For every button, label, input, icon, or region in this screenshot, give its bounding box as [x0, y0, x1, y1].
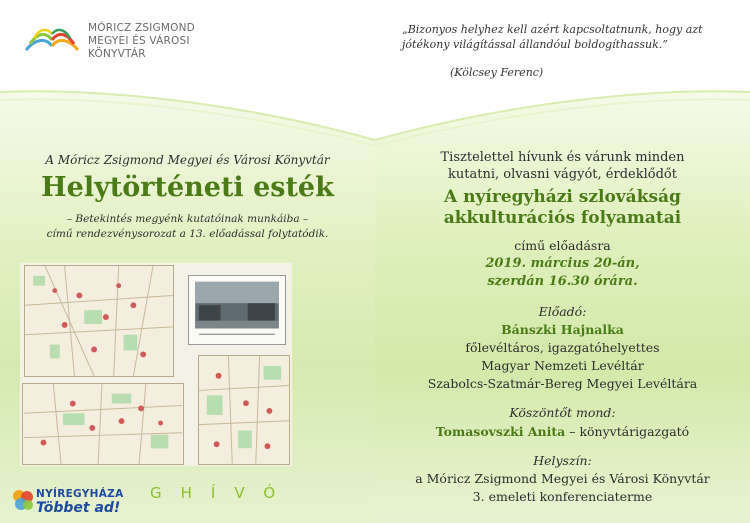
greeting-line: [375, 424, 750, 439]
city-logo-slogan: Többet ad!: [36, 500, 121, 516]
library-logo-line: KÖNYVTÁR: [88, 48, 146, 60]
village-map-image: [198, 355, 290, 465]
library-book-logo-icon: [22, 20, 82, 60]
city-logo-name: NYÍREGYHÁZA: [36, 488, 124, 500]
invitation-intro: Tisztelettel hívunk és várunk minden: [440, 150, 685, 165]
venue-name: a Móricz Zsigmond Megyei és Városi Könyvtár: [415, 471, 710, 486]
invitation-word: GHÍVÓ: [150, 484, 295, 502]
series-subtitle-continued: című rendezvénysorozat a 13. előadással folytatódik.: [46, 228, 329, 240]
speaker-label: Előadó:: [538, 304, 587, 319]
event-time: szerdán 16.30 órára.: [487, 274, 638, 289]
venue-label: Helyszín:: [533, 453, 592, 468]
speaker-institution: Magyar Nemzeti Levéltár: [481, 358, 644, 373]
series-subtitle: – Betekintés megyénk kutatóinak munkáiba –: [66, 213, 309, 225]
old-photograph-image: [188, 275, 286, 345]
speaker-name: Bánszki Hajnalka: [501, 322, 624, 337]
greeting-label: Köszöntőt mond:: [509, 405, 616, 420]
invitation-intro-continued: kutatni, olvasni vágyót, érdeklődőt: [448, 167, 677, 182]
greeting-role: – könyvtárigazgató: [565, 424, 690, 439]
historical-maps-collage: [20, 263, 292, 466]
kolcsey-quote: „Bizonyos helyhez kell azért kapcsoltatnunk, hogy azt jótékony világítással állandóul boldogíthassuk.”: [402, 23, 703, 51]
event-date: 2019. március 20-án,: [485, 256, 640, 271]
speaker-archive: Szabolcs-Szatmár-Bereg Megyei Levéltára: [427, 376, 698, 391]
lecture-title: A nyíregyházi szlovákság: [444, 187, 681, 207]
quote-author: (Kölcsey Ferenc): [450, 66, 544, 79]
series-title: Helytörténeti esték: [41, 172, 334, 203]
library-logo-text: [88, 22, 195, 61]
nyiregyhaza-city-logo-icon: [10, 487, 36, 513]
greeting-name: Tomasovszki Anita: [435, 424, 566, 439]
library-logo-line: MÓRICZ ZSIGMOND: [88, 22, 195, 34]
lecture-label: című előadásra: [514, 238, 611, 253]
library-logo-line: MEGYEI ÉS VÁROSI: [88, 35, 190, 47]
venue-room: 3. emeleti konferenciaterme: [472, 489, 653, 504]
lecture-title-continued: akkulturációs folyamatai: [443, 208, 682, 228]
speaker-role: főlevéltáros, igazgatóhelyettes: [465, 340, 660, 355]
village-map-image: [24, 265, 174, 377]
organizer-line: A Móricz Zsigmond Megyei és Városi Könyvtár: [45, 153, 330, 167]
village-map-image: [22, 383, 184, 465]
